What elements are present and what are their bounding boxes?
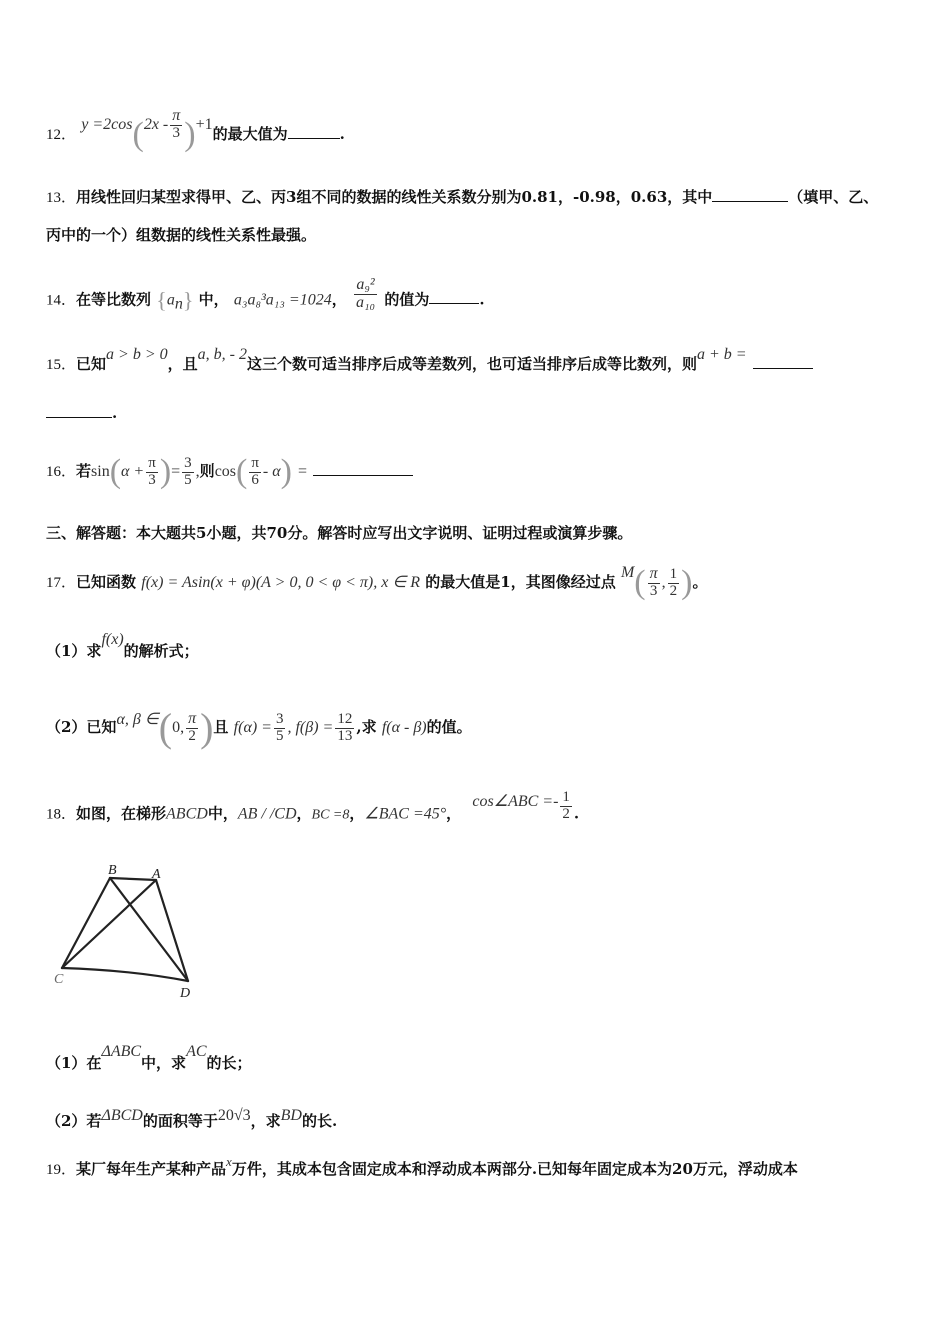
q14-frac-den: a₁₀ <box>355 293 376 311</box>
q15-number: 15． <box>46 357 77 373</box>
q13-answer-blank[interactable] <box>712 200 788 202</box>
q17-number: 17． <box>46 575 77 591</box>
q12 <box>46 107 345 153</box>
q15-ask: a + b = <box>696 346 747 363</box>
q14-answer-blank[interactable] <box>429 302 479 304</box>
q16-cos: cos <box>214 463 237 480</box>
q18-part2-text-1: 的面积等于 <box>142 1112 218 1130</box>
q17-part2-text-2: ,求 <box>356 718 377 736</box>
label-d: D <box>180 986 191 1001</box>
q14-text-3: ， <box>331 290 347 309</box>
q17-part2-label: （2）已知 <box>46 718 117 736</box>
q18-part1-ac: AC <box>186 1043 207 1060</box>
q17-text-1: 已知函数 <box>76 573 137 591</box>
q15-condition: a > b > 0 <box>106 346 168 363</box>
q14-seq-sub: n <box>174 295 183 313</box>
q14-text-2: 中， <box>198 290 229 309</box>
q12-formula-inner: 2x - <box>143 116 169 133</box>
q17-paren-left: ( <box>634 564 646 601</box>
q17-frac-x-num: π <box>649 565 658 583</box>
q18-part2-triangle: ΔBCD <box>101 1107 143 1124</box>
edge-bc <box>62 878 110 968</box>
q17-frac-y-num: 1 <box>669 565 678 582</box>
label-c: C <box>54 972 64 987</box>
q18-text-2: 中， <box>207 804 238 823</box>
q16-paren-right-1: ) <box>159 453 172 490</box>
q17-period: 。 <box>692 573 708 591</box>
q12-formula-y: y =2cos <box>81 116 133 133</box>
q18-part1 <box>46 1043 252 1073</box>
q17-part2-frac-pi2 <box>186 711 198 745</box>
q19-number: 19． <box>46 1162 77 1178</box>
q17-part2-frac-1213-den: 13 <box>337 727 353 744</box>
q17-part2 <box>46 705 472 750</box>
q18-frac <box>560 790 572 823</box>
q16-comma: , <box>195 463 200 480</box>
q14-brace-left: { <box>156 287 167 313</box>
q18-part2-label: （2）若 <box>46 1112 102 1130</box>
q14-text-1: 在等比数列 <box>76 290 152 309</box>
q17-function: f(x) = Asin(x + φ)(A > 0, 0 < φ < π), x ∈ R <box>141 574 421 591</box>
section-3-text: 三、解答题：本大题共5小题，共70分。解答时应写出文字说明、证明过程或演算步骤。 <box>46 524 633 542</box>
q14-number: 14． <box>46 292 77 309</box>
q17-part2-fb: , f(β) = <box>287 719 334 736</box>
q14-end: . <box>479 290 485 309</box>
q12-text: 的最大值为 <box>212 125 288 143</box>
q15-answer-blank-1[interactable] <box>753 367 813 369</box>
q18-number: 18． <box>46 806 77 823</box>
diagonal-bd <box>110 878 188 981</box>
q16-paren-left-1: ( <box>109 453 122 490</box>
q13-text-1: 用线性回归某型求得甲、乙、丙3组不同的数据的线性关系数分别为0.81，-0.98，0.63，其中 <box>76 188 713 206</box>
q17-part2-frac-1213 <box>335 712 354 745</box>
q19 <box>46 1154 798 1179</box>
q16-frac-pi3-num: π <box>148 454 156 471</box>
q16-answer-blank[interactable] <box>313 474 413 476</box>
q17-part1-label: （1）求 <box>46 642 102 660</box>
q13-text-1-end: （填甲、乙、 <box>788 188 879 206</box>
q16-eq-2: = <box>297 463 308 480</box>
q18-part1-triangle: ΔABC <box>101 1043 142 1060</box>
q13-line1 <box>46 186 878 207</box>
q18-text-3: ， <box>296 804 312 823</box>
q18-text-5: ， <box>446 804 462 823</box>
q18-frac-den: 2 <box>562 805 570 822</box>
q16-frac-pi3 <box>146 456 158 489</box>
q19-x: x <box>226 1154 232 1169</box>
q18-part1-text-1: 中，求 <box>141 1054 187 1072</box>
q17-part2-frac-35-den: 5 <box>275 727 284 744</box>
q16-frac-pi3-den: 3 <box>148 471 156 488</box>
q16-frac-pi6-den: 6 <box>251 471 259 488</box>
q16-frac-35-den: 5 <box>184 471 192 488</box>
q16-alpha-plus: α + <box>121 463 145 480</box>
q17-part2-frac-35-num: 3 <box>275 710 284 727</box>
q18-part1-text-2: 的长； <box>206 1054 252 1072</box>
q14 <box>46 276 485 318</box>
q17-frac-y <box>668 567 680 600</box>
q17-part2-text-3: 的值。 <box>426 718 472 736</box>
q16-frac-pi6-num: π <box>251 454 259 471</box>
q18-part2-text-2: ，求 <box>250 1112 281 1130</box>
q17-part2-fa: f(α) = <box>233 719 272 736</box>
q17-part2-ask: f(α - β) <box>381 719 427 736</box>
edge-ad <box>156 880 188 981</box>
q17-part2-frac-1213-num: 12 <box>337 710 353 727</box>
q15-text-3: 这三个数可适当排序后成等差数列，也可适当排序后成等比数列，则 <box>246 355 697 373</box>
diagonal-ca <box>62 880 156 968</box>
q12-end: . <box>339 125 345 143</box>
q18-part2-text-3: 的长. <box>301 1112 338 1130</box>
q12-paren-right: ) <box>184 116 196 153</box>
q17-part1 <box>46 631 199 661</box>
q15-answer-blank-2[interactable] <box>46 416 112 418</box>
q17-part2-frac-pi2-num: π <box>188 710 197 728</box>
q16-sin: sin <box>91 463 110 480</box>
q17-frac-y-den: 2 <box>669 582 678 599</box>
q13-line2 <box>46 224 316 245</box>
q14-seq: a <box>166 291 175 309</box>
trapezoid-figure <box>50 858 210 1003</box>
q16-text-1: 若 <box>76 462 92 480</box>
q15-text-1: 已知 <box>76 355 107 373</box>
q17-part2-frac-pi2-den: 2 <box>188 728 196 745</box>
q16-text-2: 则 <box>199 462 215 480</box>
q14-text-4: 的值为 <box>384 290 430 309</box>
q12-plus-one: +1 <box>195 116 213 133</box>
q16-eq: = <box>171 463 181 480</box>
q15-text-2: ，且 <box>167 355 198 373</box>
q18-frac-num: 1 <box>562 789 570 805</box>
q19-text-1: 某厂每年生产某种产品 <box>76 1160 227 1178</box>
q17-part2-frac-35 <box>274 712 286 745</box>
q18-part2-bd: BD <box>280 1107 302 1124</box>
q18-cos: cos∠ABC =- <box>472 793 559 811</box>
label-b: B <box>108 863 117 878</box>
q18-abcd: ABCD <box>166 805 208 823</box>
q14-frac <box>354 277 377 312</box>
q17-paren-right: ) <box>681 564 693 601</box>
q17-part2-zero: 0, <box>172 719 185 736</box>
q17-part2-interval-right: ) <box>200 705 214 750</box>
q12-answer-blank[interactable] <box>288 137 340 139</box>
q17-frac-x-den: 3 <box>649 583 658 600</box>
q17-frac-x <box>648 566 660 600</box>
section-3-heading <box>46 522 632 543</box>
label-a: A <box>152 867 161 882</box>
q17-part2-interval-left: ( <box>158 705 173 750</box>
q16-paren-right-2: ) <box>280 453 292 490</box>
q12-frac <box>170 108 182 142</box>
q12-frac-num: π <box>172 107 181 125</box>
q18-text-4: ， <box>349 804 365 823</box>
q14-frac-num: a₉² <box>356 276 375 293</box>
q14-brace-right: } <box>182 287 194 313</box>
q15-line2 <box>46 404 117 422</box>
q18-text-1: 如图，在梯形 <box>76 804 167 823</box>
q14-product: a₃a₈³a₁₃ =1024 <box>233 291 332 309</box>
q17-part2-alpha-beta: α, β ∈ <box>116 711 159 728</box>
q16-frac-35 <box>182 456 194 489</box>
q17-part1-text: 的解析式； <box>123 642 199 660</box>
q18-parallel: AB / /CD <box>237 805 297 823</box>
q17-text-2: 的最大值是1，其图像经过点 <box>425 573 616 591</box>
q17-part2-text-1: 且 <box>213 718 229 736</box>
q16-frac-35-num: 3 <box>184 454 192 471</box>
q17-point-label: M <box>620 564 635 581</box>
edge-ab <box>110 878 156 880</box>
q18-bc: BC =8 <box>311 807 350 823</box>
q18-angle: ∠BAC =45° <box>364 805 447 823</box>
q15-line1 <box>46 346 813 374</box>
q17: 17．已知函数 f(x) = Asin(x + φ)(A > 0, 0 < φ < π), x ∈ R 的最大值是1，其图像经过点 M( $\frac{\pi}{3}$ , $\frac{1}{2}$ )。 <box>46 564 708 601</box>
q18-end: . <box>573 804 580 823</box>
q18 <box>46 789 580 831</box>
q18-part1-label: （1）在 <box>46 1054 102 1072</box>
q13-number: 13． <box>46 190 77 206</box>
q13-text-2: 丙中的一个）组数据的线性关系性最强。 <box>46 226 317 244</box>
edge-cd <box>62 968 188 981</box>
q19-text-2: 万件，其成本包含固定成本和浮动成本两部分.已知每年固定成本为20万元，浮动成本 <box>231 1160 798 1178</box>
q15-numbers: a, b, - 2 <box>197 346 247 363</box>
q12-number: 12． <box>46 127 77 143</box>
q16-paren-left-2: ( <box>236 453 248 490</box>
q16 <box>46 455 413 489</box>
q12-paren-left: ( <box>132 116 144 153</box>
q12-frac-den: 3 <box>172 125 180 142</box>
q18-part2-area: 20√3 <box>217 1107 251 1124</box>
q16-frac-pi6 <box>249 456 261 489</box>
q17-part1-fx: f(x) <box>101 631 124 648</box>
q16-number: 16． <box>46 464 77 480</box>
q16-minus-alpha: - α <box>262 463 281 480</box>
q18-part2 <box>46 1107 338 1131</box>
q15-end: . <box>112 404 118 422</box>
